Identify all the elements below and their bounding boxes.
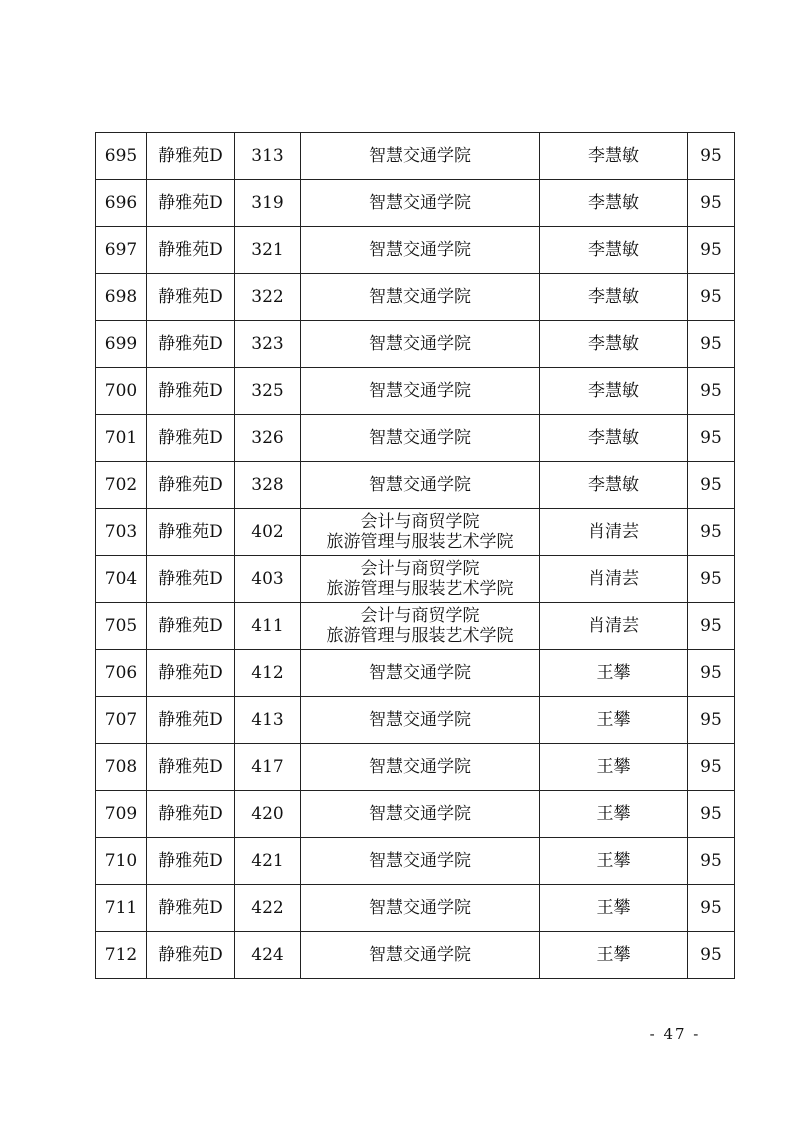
score-cell: 95 — [688, 791, 735, 838]
college-cell — [301, 885, 540, 932]
college-cell — [301, 603, 540, 650]
manager-cell: 肖清芸 — [540, 603, 688, 650]
row-number-cell: 695 — [96, 133, 147, 180]
college-cell — [301, 509, 540, 556]
manager-cell: 王攀 — [540, 885, 688, 932]
college-cell — [301, 462, 540, 509]
building-cell: 静雅苑D — [147, 556, 235, 603]
building-cell: 静雅苑D — [147, 744, 235, 791]
building-cell: 静雅苑D — [147, 180, 235, 227]
row-number-cell: 696 — [96, 180, 147, 227]
manager-cell: 王攀 — [540, 744, 688, 791]
college-cell — [301, 274, 540, 321]
college-name: 智慧交通学院 — [369, 757, 471, 777]
table-body — [96, 133, 735, 979]
score-cell: 95 — [688, 603, 735, 650]
table-row — [96, 180, 735, 227]
college-name: 智慧交通学院 — [369, 240, 471, 260]
college-cell — [301, 227, 540, 274]
row-number-cell: 705 — [96, 603, 147, 650]
row-number-cell: 702 — [96, 462, 147, 509]
room-cell: 313 — [235, 133, 301, 180]
college-name: 智慧交通学院 — [369, 898, 471, 918]
college-name: 旅游管理与服装艺术学院 — [326, 579, 514, 599]
manager-cell: 李慧敏 — [540, 415, 688, 462]
college-name: 智慧交通学院 — [369, 851, 471, 871]
manager-cell: 肖清芸 — [540, 556, 688, 603]
row-number-cell: 699 — [96, 321, 147, 368]
row-number-cell: 697 — [96, 227, 147, 274]
college-name: 会计与商贸学院 — [360, 606, 480, 626]
building-cell: 静雅苑D — [147, 227, 235, 274]
college-cell — [301, 697, 540, 744]
college-cell — [301, 838, 540, 885]
table-row — [96, 133, 735, 180]
row-number-cell: 707 — [96, 697, 147, 744]
row-number-cell: 703 — [96, 509, 147, 556]
table-row — [96, 603, 735, 650]
college-name: 智慧交通学院 — [369, 287, 471, 307]
college-name: 智慧交通学院 — [369, 945, 471, 965]
table-row — [96, 885, 735, 932]
college-name: 智慧交通学院 — [369, 334, 471, 354]
row-number-cell: 700 — [96, 368, 147, 415]
score-cell: 95 — [688, 133, 735, 180]
score-cell: 95 — [688, 180, 735, 227]
room-cell: 421 — [235, 838, 301, 885]
college-name: 智慧交通学院 — [369, 146, 471, 166]
college-cell — [301, 133, 540, 180]
manager-cell: 王攀 — [540, 697, 688, 744]
table-row — [96, 415, 735, 462]
college-name: 智慧交通学院 — [369, 428, 471, 448]
table-row — [96, 509, 735, 556]
row-number-cell: 698 — [96, 274, 147, 321]
room-cell: 323 — [235, 321, 301, 368]
row-number-cell: 710 — [96, 838, 147, 885]
manager-cell: 李慧敏 — [540, 274, 688, 321]
room-cell: 322 — [235, 274, 301, 321]
room-cell: 412 — [235, 650, 301, 697]
row-number-cell: 708 — [96, 744, 147, 791]
dormitory-score-table — [95, 132, 735, 979]
college-name: 会计与商贸学院 — [360, 512, 480, 532]
table-row — [96, 791, 735, 838]
room-cell: 411 — [235, 603, 301, 650]
score-cell: 95 — [688, 556, 735, 603]
building-cell: 静雅苑D — [147, 462, 235, 509]
college-name: 旅游管理与服装艺术学院 — [326, 626, 514, 646]
row-number-cell: 701 — [96, 415, 147, 462]
college-name: 智慧交通学院 — [369, 381, 471, 401]
college-cell — [301, 321, 540, 368]
score-cell: 95 — [688, 932, 735, 979]
manager-cell: 李慧敏 — [540, 227, 688, 274]
manager-cell: 王攀 — [540, 650, 688, 697]
score-cell: 95 — [688, 650, 735, 697]
score-cell: 95 — [688, 697, 735, 744]
manager-cell: 李慧敏 — [540, 180, 688, 227]
score-cell: 95 — [688, 321, 735, 368]
manager-cell: 王攀 — [540, 932, 688, 979]
college-cell — [301, 415, 540, 462]
manager-cell: 李慧敏 — [540, 133, 688, 180]
college-cell — [301, 650, 540, 697]
room-cell: 403 — [235, 556, 301, 603]
table-row — [96, 462, 735, 509]
college-name: 智慧交通学院 — [369, 663, 471, 683]
college-cell — [301, 368, 540, 415]
score-cell: 95 — [688, 885, 735, 932]
row-number-cell: 706 — [96, 650, 147, 697]
table-row — [96, 556, 735, 603]
table-row — [96, 697, 735, 744]
college-name: 智慧交通学院 — [369, 710, 471, 730]
college-name: 会计与商贸学院 — [360, 559, 480, 579]
college-cell — [301, 744, 540, 791]
page-number: - 47 - — [649, 1025, 701, 1043]
table-row — [96, 650, 735, 697]
score-cell: 95 — [688, 509, 735, 556]
table-row — [96, 838, 735, 885]
table-row — [96, 321, 735, 368]
building-cell: 静雅苑D — [147, 838, 235, 885]
score-cell: 95 — [688, 227, 735, 274]
room-cell: 321 — [235, 227, 301, 274]
building-cell: 静雅苑D — [147, 791, 235, 838]
score-cell: 95 — [688, 415, 735, 462]
college-cell — [301, 791, 540, 838]
row-number-cell: 709 — [96, 791, 147, 838]
room-cell: 417 — [235, 744, 301, 791]
room-cell: 326 — [235, 415, 301, 462]
college-cell — [301, 556, 540, 603]
manager-cell: 肖清芸 — [540, 509, 688, 556]
room-cell: 328 — [235, 462, 301, 509]
room-cell: 319 — [235, 180, 301, 227]
building-cell: 静雅苑D — [147, 133, 235, 180]
college-name: 智慧交通学院 — [369, 804, 471, 824]
manager-cell: 李慧敏 — [540, 321, 688, 368]
room-cell: 413 — [235, 697, 301, 744]
score-cell: 95 — [688, 274, 735, 321]
score-cell: 95 — [688, 838, 735, 885]
building-cell: 静雅苑D — [147, 274, 235, 321]
room-cell: 420 — [235, 791, 301, 838]
table-row — [96, 744, 735, 791]
row-number-cell: 711 — [96, 885, 147, 932]
building-cell: 静雅苑D — [147, 650, 235, 697]
manager-cell: 李慧敏 — [540, 368, 688, 415]
row-number-cell: 704 — [96, 556, 147, 603]
manager-cell: 王攀 — [540, 791, 688, 838]
room-cell: 422 — [235, 885, 301, 932]
college-cell — [301, 932, 540, 979]
building-cell: 静雅苑D — [147, 415, 235, 462]
college-cell — [301, 180, 540, 227]
row-number-cell: 712 — [96, 932, 147, 979]
manager-cell: 王攀 — [540, 838, 688, 885]
score-cell: 95 — [688, 368, 735, 415]
room-cell: 402 — [235, 509, 301, 556]
college-name: 旅游管理与服装艺术学院 — [326, 532, 514, 552]
building-cell: 静雅苑D — [147, 697, 235, 744]
table-row — [96, 932, 735, 979]
table-row — [96, 227, 735, 274]
room-cell: 325 — [235, 368, 301, 415]
building-cell: 静雅苑D — [147, 932, 235, 979]
room-cell: 424 — [235, 932, 301, 979]
building-cell: 静雅苑D — [147, 368, 235, 415]
building-cell: 静雅苑D — [147, 603, 235, 650]
building-cell: 静雅苑D — [147, 321, 235, 368]
table-row — [96, 274, 735, 321]
score-cell: 95 — [688, 744, 735, 791]
college-name: 智慧交通学院 — [369, 193, 471, 213]
college-name: 智慧交通学院 — [369, 475, 471, 495]
building-cell: 静雅苑D — [147, 885, 235, 932]
building-cell: 静雅苑D — [147, 509, 235, 556]
table-row — [96, 368, 735, 415]
manager-cell: 李慧敏 — [540, 462, 688, 509]
score-cell: 95 — [688, 462, 735, 509]
